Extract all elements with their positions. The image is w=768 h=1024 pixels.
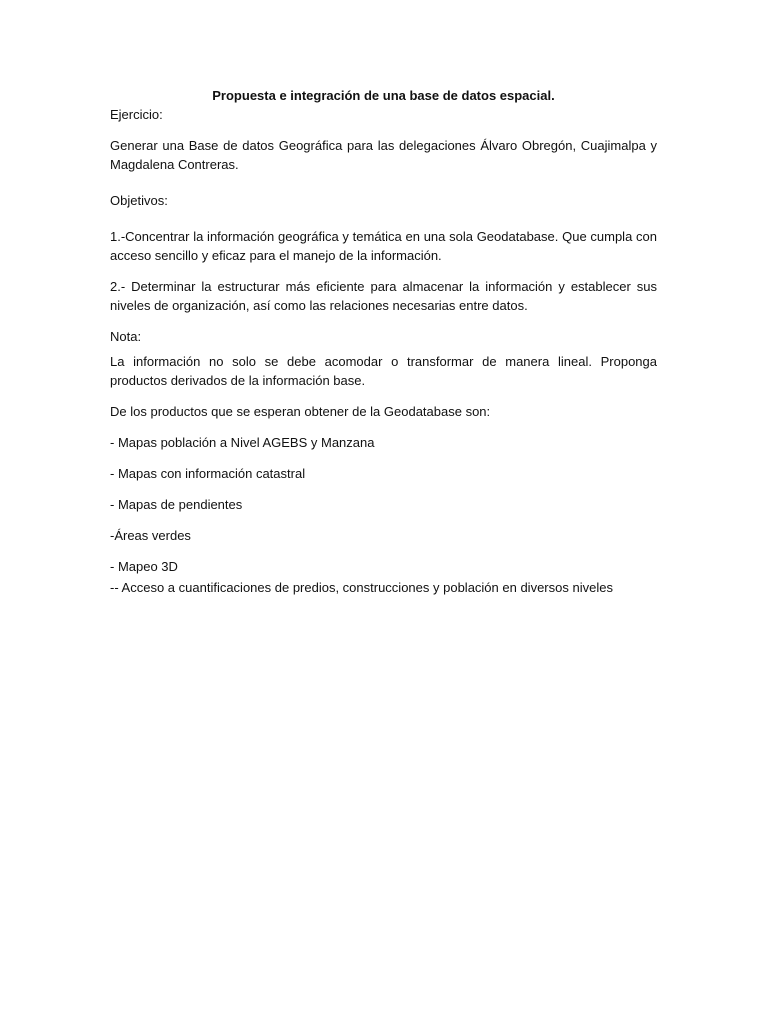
objetivo-item-1: 1.-Concentrar la información geográfica y temática en una sola Geodatabase. Que cumpla con acceso sencillo y eficaz para el manejo de la información.: [110, 229, 657, 263]
objetivos-label: Objetivos:: [110, 193, 168, 208]
document-title: Propuesta e integración de una base de datos espacial.: [212, 88, 555, 103]
producto-item-1: - Mapas población a Nivel AGEBS y Manzana: [110, 435, 375, 450]
producto-item-6: -- Acceso a cuantificaciones de predios, construcciones y población en diversos niveles: [110, 580, 613, 595]
nota-label: Nota:: [110, 329, 142, 344]
ejercicio-label: Ejercicio:: [110, 107, 163, 122]
objetivo-item-2: 2.- Determinar la estructurar más eficiente para almacenar la información y establecer sus niveles de organización, así como las relaciones necesarias entre datos.: [110, 279, 657, 313]
ejercicio-text: Generar una Base de datos Geográfica para las delegaciones Álvaro Obregón, Cuajimalpa y Magdalena Contreras.: [110, 138, 657, 172]
nota-text: La información no solo se debe acomodar o transformar de manera lineal. Proponga productos derivados de la información base.: [110, 354, 657, 388]
producto-item-3: - Mapas de pendientes: [110, 497, 243, 512]
producto-item-4: -Áreas verdes: [110, 528, 191, 543]
productos-intro: De los productos que se esperan obtener de la Geodatabase son:: [110, 404, 491, 419]
producto-item-5: - Mapeo 3D: [110, 559, 178, 574]
document-body: [110, 86, 657, 597]
producto-item-2: - Mapas con información catastral: [110, 466, 306, 481]
